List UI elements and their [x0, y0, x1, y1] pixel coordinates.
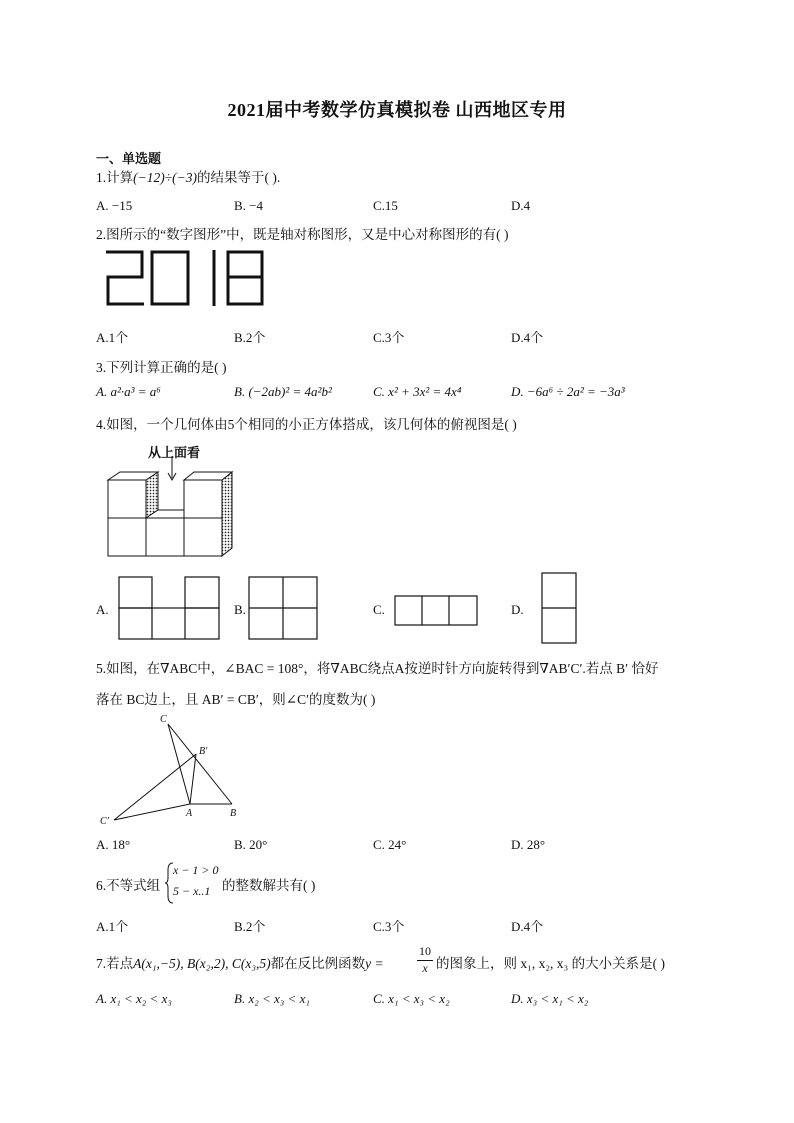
q1-math: (−12)÷(−3)	[133, 170, 197, 185]
q1-option-c[interactable]: C.15	[373, 198, 398, 213]
q7-option-a[interactable]: A. x₁ < x₂ < x₃	[96, 991, 172, 1006]
question-3: 3.下列计算正确的是( )	[96, 360, 227, 375]
q4-option-d[interactable]: D.	[511, 602, 524, 617]
question-6-prefix: 6.不等式组	[96, 878, 161, 893]
digits-2018-figure	[104, 248, 266, 310]
q6-option-d[interactable]: D.4个	[511, 919, 544, 934]
q4-option-d-figure	[541, 572, 577, 644]
q4-option-c[interactable]: C.	[373, 602, 385, 617]
q7-points: A(x₁,−5), B(x₂,2), C(x₃,5)	[133, 956, 271, 971]
q7-suffix: 的图象上，则 x₁, x₂, x₃ 的大小关系是( )	[436, 956, 665, 971]
digit-0-shape	[152, 252, 188, 304]
q7-option-b[interactable]: B. x₂ < x₃ < x₁	[234, 991, 310, 1006]
q7-option-d[interactable]: D. x₃ < x₁ < x₂	[511, 991, 589, 1006]
q4-option-a[interactable]: A.	[96, 602, 109, 617]
question-1	[96, 166, 280, 186]
q7-option-c[interactable]: C. x₁ < x₃ < x₂	[373, 991, 450, 1006]
q1-option-d[interactable]: D.4	[511, 198, 531, 213]
q2-option-d[interactable]: D.4个	[511, 330, 544, 345]
point-c-prime-label: C′	[100, 816, 109, 827]
question-5-line-2: 落在 BC边上，且 AB′ = CB′，则∠C′的度数为( )	[96, 692, 376, 707]
q3-option-b[interactable]: B. (−2ab)² = 4a²b²	[234, 384, 332, 399]
q6-option-a[interactable]: A.1个	[96, 919, 129, 934]
q6-option-c[interactable]: C.3个	[373, 919, 405, 934]
q5-option-a[interactable]: A. 18°	[96, 837, 131, 852]
q7-fraction-numerator: 10	[419, 944, 431, 958]
cube-solid-figure	[104, 456, 236, 560]
q6-inequality-2: 5 − x..1	[173, 884, 211, 898]
q4-option-a-figure	[118, 576, 220, 640]
digit-2-shape	[106, 252, 144, 304]
q7-func-left: y =	[365, 956, 384, 971]
q6-inequality-1: x − 1 > 0	[173, 863, 219, 877]
q5-option-d[interactable]: D. 28°	[511, 837, 546, 852]
q7-fraction-denominator: x	[422, 961, 428, 975]
q1-suffix: 的结果等于( ).	[197, 170, 281, 185]
q1-option-b[interactable]: B. −4	[234, 198, 264, 213]
section-heading: 一、单选题	[96, 151, 162, 166]
q4-option-b[interactable]: B.	[234, 602, 246, 617]
question-5-line-1: 5.如图，在∇ABC中，∠BAC = 108°，将∇ABC绕点A按逆时针方向旋转得到∇AB′C′.若点 B′ 恰好	[96, 661, 659, 676]
q3-option-d[interactable]: D. −6a⁶ ÷ 2a² = −3a³	[511, 384, 625, 399]
point-b-label: B	[230, 808, 237, 819]
triangle-rotation-figure	[100, 712, 250, 830]
view-from-top-label: 从上面看	[148, 445, 201, 460]
question-6-suffix: 的整数解共有( )	[222, 878, 316, 893]
q1-prefix: 1.计算	[96, 170, 134, 185]
q3-option-a[interactable]: A. a²·a³ = a⁶	[96, 384, 161, 399]
q2-option-a[interactable]: A.1个	[96, 330, 129, 345]
question-4: 4.如图，一个几何体由5个相同的小正方体搭成，该几何体的俯视图是( )	[96, 417, 517, 432]
q3-option-c[interactable]: C. x² + 3x² = 4x⁴	[373, 384, 462, 399]
q4-option-c-figure	[394, 595, 478, 627]
question-7	[96, 952, 384, 972]
q2-option-c[interactable]: C.3个	[373, 330, 405, 345]
q6-option-b[interactable]: B.2个	[234, 919, 266, 934]
q7-mid: 都在反比例函数	[270, 956, 366, 971]
q4-option-b-figure	[248, 576, 318, 640]
q2-option-b[interactable]: B.2个	[234, 330, 266, 345]
point-b-prime-label: B′	[199, 746, 208, 757]
q7-prefix: 7.若点	[96, 956, 134, 971]
q1-option-a[interactable]: A. −15	[96, 198, 133, 213]
question-2: 2.图所示的“数字图形”中，既是轴对称图形，又是中心对称图形的有( )	[96, 227, 509, 242]
point-a-label: A	[186, 808, 193, 819]
q5-option-b[interactable]: B. 20°	[234, 837, 268, 852]
point-c-label: C	[160, 714, 167, 725]
q5-option-c[interactable]: C. 24°	[373, 837, 407, 852]
page-title: 2021届中考数学仿真模拟卷 山西地区专用	[227, 100, 567, 120]
